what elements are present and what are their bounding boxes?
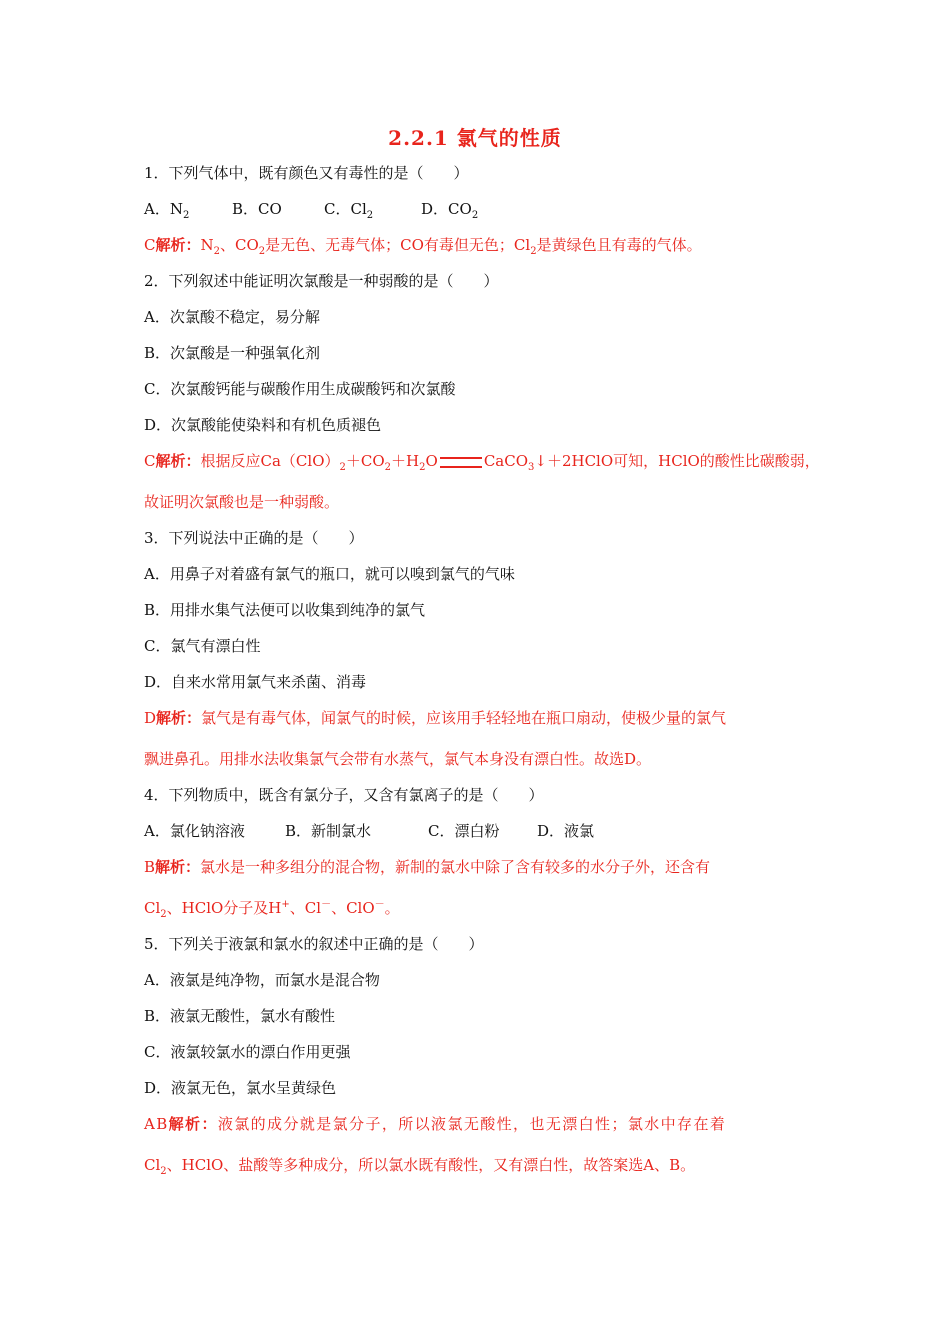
question-4-options — [144, 821, 594, 841]
exp-text: 是无色、无毒气体；CO有毒但无色；Cl — [265, 236, 531, 254]
option-d: D．液氯 — [537, 822, 595, 840]
question-5-stem: 5．下列关于液氯和氯水的叙述中正确的是（ ） — [144, 935, 484, 953]
question-4-stem: 4．下列物质中，既含有氯分子，又含有氯离子的是（ ） — [144, 786, 544, 804]
question-1-explanation — [144, 235, 702, 255]
exp-text: 、CO — [220, 236, 259, 254]
exp-text: 氯气是有毒气体，闻氯气的时候，应该用手轻轻地在瓶口扇动，使极少量的氯气 — [201, 709, 727, 727]
exp-text: 液氯的成分就是氯分子，所以液氯无酸性，也无漂白性；氯水中存在着 — [217, 1115, 727, 1133]
explanation-label: 解析： — [155, 236, 201, 254]
exp-sub: 2 — [384, 462, 392, 473]
option-d-sub: 2 — [471, 210, 479, 221]
answer: C — [144, 452, 156, 470]
page-title: 2.2.1 氯气的性质 — [388, 126, 562, 150]
question-2-option-a: A．次氯酸不稳定，易分解 — [144, 308, 320, 326]
question-2-explanation — [144, 451, 820, 471]
option-c-text: C．Cl — [324, 200, 367, 218]
exp-sub: 2 — [160, 1166, 167, 1177]
exp-text: 根据反应Ca（ClO） — [200, 452, 340, 470]
exp-text: 、ClO — [331, 899, 375, 917]
exp-text: 是黄绿色且有毒的气体。 — [536, 236, 702, 254]
explanation-label: 解析： — [156, 709, 202, 727]
exp-text: ＋H — [391, 452, 420, 470]
option-a: A．氯化钠溶液 — [144, 822, 245, 840]
exp-text: 。 — [384, 899, 400, 917]
question-2-option-d: D．次氯酸能使染料和有机色质褪色 — [144, 416, 382, 434]
exp-sub: 2 — [530, 246, 537, 257]
exp-sup: － — [374, 899, 385, 910]
exp-sub: 2 — [258, 246, 266, 257]
option-a-sub: 2 — [182, 210, 190, 221]
question-2-option-c: C．次氯酸钙能与碳酸作用生成碳酸钙和次氯酸 — [144, 380, 456, 398]
explanation-label: 解析： — [155, 452, 201, 470]
option-d — [421, 199, 478, 219]
question-4-explanation-line-2 — [144, 898, 400, 918]
option-c — [324, 199, 421, 219]
option-a — [144, 199, 232, 219]
exp-text: Cl — [144, 899, 161, 917]
question-1-options — [144, 199, 478, 219]
option-a-text: A．N — [144, 200, 183, 218]
question-5-option-a: A．液氯是纯净物，而氯水是混合物 — [144, 971, 380, 989]
exp-text: 、HClO分子及H — [166, 899, 282, 917]
exp-text: CaCO — [483, 452, 529, 470]
question-3-option-b: B．用排水集气法便可以收集到纯净的氯气 — [144, 601, 426, 619]
exp-sup: + — [281, 899, 290, 910]
question-1-stem: 1．下列气体中，既有颜色又有毒性的是（ ） — [144, 164, 469, 182]
exp-text: 、Cl — [289, 899, 322, 917]
exp-text: N — [200, 236, 214, 254]
question-3-option-c: C．氯气有漂白性 — [144, 637, 261, 655]
question-3-explanation — [144, 708, 726, 728]
answer: C — [144, 236, 156, 254]
exp-sup: － — [321, 899, 332, 910]
option-c: C．漂白粉 — [428, 822, 500, 840]
explanation-label: 解析： — [168, 1115, 218, 1133]
option-b: B．CO — [232, 200, 282, 218]
question-3-option-d: D．自来水常用氯气来杀菌、消毒 — [144, 673, 367, 691]
question-5-option-c: C．液氯较氯水的漂白作用更强 — [144, 1043, 351, 1061]
question-4-explanation — [144, 857, 710, 877]
exp-sub: 2 — [213, 246, 220, 257]
option-c-sub: 2 — [366, 210, 374, 221]
explanation-label: 解析： — [155, 858, 201, 876]
double-line-arrow — [440, 457, 482, 468]
question-5-option-b: B．液氯无酸性，氯水有酸性 — [144, 1007, 336, 1025]
question-2-stem: 2．下列叙述中能证明次氯酸是一种弱酸的是（ ） — [144, 272, 499, 290]
exp-sub: 3 — [528, 462, 535, 473]
exp-sub: 2 — [419, 462, 426, 473]
question-5-option-d: D．液氯无色，氯水呈黄绿色 — [144, 1079, 337, 1097]
answer: AB — [144, 1115, 169, 1133]
exp-sub: 2 — [160, 909, 167, 920]
option-b: B．新制氯水 — [285, 822, 372, 840]
exp-text: Cl — [144, 1156, 161, 1174]
exp-text: ↓＋2HClO可知，HClO的酸性比碳酸弱， — [534, 452, 820, 470]
exp-text: 氯水是一种多组分的混合物，新制的氯水中除了含有较多的水分子外，还含有 — [200, 858, 711, 876]
exp-text: O — [425, 452, 438, 470]
exp-sub: 2 — [339, 462, 346, 473]
exp-text: ＋CO — [345, 452, 385, 470]
answer: D — [144, 709, 157, 727]
exp-text: 、HClO、盐酸等多种成分，所以氯水既有酸性，又有漂白性，故答案选A、B。 — [166, 1156, 696, 1174]
option-d-text: D．CO — [421, 200, 472, 218]
answer: B — [144, 858, 156, 876]
question-2-option-b: B．次氯酸是一种强氧化剂 — [144, 344, 321, 362]
question-5-explanation-line-2 — [144, 1155, 695, 1175]
question-3-explanation-line-2: 飘进鼻孔。用排水法收集氯气会带有水蒸气，氯气本身没有漂白性。故选D。 — [144, 750, 652, 768]
question-3-option-a: A．用鼻子对着盛有氯气的瓶口，就可以嗅到氯气的气味 — [144, 565, 515, 583]
question-3-stem: 3．下列说法中正确的是（ ） — [144, 529, 364, 547]
question-5-explanation — [144, 1114, 726, 1134]
question-2-explanation-line-2: 故证明次氯酸也是一种弱酸。 — [144, 493, 340, 511]
